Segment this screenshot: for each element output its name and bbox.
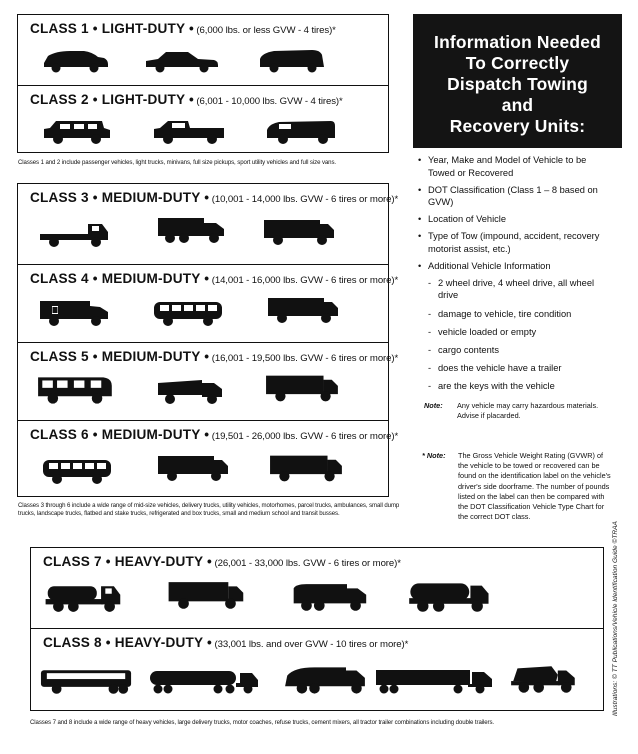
info-title-line: To Correctly bbox=[465, 53, 570, 73]
sub-list-item: - are the keys with the vehicle bbox=[428, 381, 555, 392]
class-4-small-bus bbox=[152, 299, 226, 329]
sub-list-item: - vehicle loaded or empty bbox=[428, 326, 537, 337]
class-1-panel bbox=[18, 15, 388, 85]
bullet-icon: • bbox=[418, 155, 422, 165]
heavy-duty-box bbox=[30, 547, 604, 711]
class-6-heading: CLASS 6 • MEDIUM-DUTY • (19,501 - 26,000 lbs. GVW - 6 tires or more)* bbox=[30, 427, 399, 442]
class-6-refrigerated-truck bbox=[156, 453, 232, 485]
class-8-tractor-trailer bbox=[371, 667, 499, 697]
class-2-pickup bbox=[152, 118, 228, 146]
class-7-refuse-truck bbox=[289, 582, 373, 614]
class-2-heading: CLASS 2 • LIGHT-DUTY • (6,001 - 10,000 lbs. GVW - 4 tires)* bbox=[30, 92, 343, 107]
class-2-van bbox=[265, 118, 339, 146]
sub-list-item: - does the vehicle have a trailer bbox=[428, 363, 562, 374]
class-1-minivan bbox=[256, 47, 328, 75]
bullet-icon: • bbox=[418, 261, 422, 272]
info-title-line: Information Needed bbox=[434, 32, 601, 52]
hazmat-note bbox=[424, 401, 610, 421]
list-item: • DOT Classification (Class 1 – 8 based on GVW) bbox=[418, 184, 598, 208]
class-3-delivery-truck bbox=[262, 218, 338, 248]
gvwr-note bbox=[422, 451, 612, 522]
sub-list-item: - 2 wheel drive, 4 wheel drive, all wheel drive bbox=[428, 277, 595, 301]
bullet-icon: • bbox=[418, 214, 422, 225]
sub-list-item: - damage to vehicle, tire condition bbox=[428, 308, 572, 319]
class-7-fuel-truck bbox=[405, 580, 495, 614]
class-7-heading: CLASS 7 • HEAVY-DUTY • (26,001 - 33,000 lbs. GVW - 6 tires or more)* bbox=[43, 554, 401, 569]
note-label: Note: bbox=[424, 401, 443, 410]
sub-list-item: - cargo contents bbox=[428, 344, 499, 355]
class-5-panel bbox=[18, 342, 399, 420]
class-6-school-bus bbox=[38, 457, 118, 487]
class-1-compact-car bbox=[40, 47, 112, 75]
class-4-panel bbox=[18, 264, 399, 342]
class-3-stake-truck bbox=[156, 216, 228, 246]
class-8-refuse-truck bbox=[283, 665, 367, 697]
light-duty-box bbox=[17, 14, 389, 153]
bullet-icon: • bbox=[418, 184, 422, 195]
class-4-parcel-truck bbox=[266, 295, 342, 327]
class-8-panel bbox=[31, 628, 603, 710]
class-3-heading: CLASS 3 • MEDIUM-DUTY • (10,001 - 14,000 lbs. GVW - 6 tires or more)* bbox=[30, 190, 399, 205]
class-4-heading: CLASS 4 • MEDIUM-DUTY • (14,001 - 16,000 lbs. GVW - 6 tires or more)* bbox=[30, 271, 399, 286]
class-3-panel bbox=[18, 184, 399, 264]
info-list bbox=[418, 154, 614, 398]
class-7-panel bbox=[31, 548, 603, 628]
bullet-icon: • bbox=[418, 231, 422, 242]
class-8-cement-mixer bbox=[509, 663, 579, 697]
sub-list bbox=[428, 277, 614, 393]
info-title-line: Recovery Units: bbox=[449, 116, 586, 136]
class-5-heading: CLASS 5 • MEDIUM-DUTY • (16,001 - 19,500 lbs. GVW - 6 tires or more)* bbox=[30, 349, 399, 364]
class-3-flatbed-truck bbox=[38, 220, 112, 250]
note-text: Any vehicle may carry hazardous materials. Advise if placarded. bbox=[457, 401, 599, 421]
light-duty-note: Classes 1 and 2 include passenger vehicles, light trucks, minivans, full size pickups, sport utility vehicles and full size vans. bbox=[18, 159, 337, 166]
list-item: • Year, Make and Model of Vehicle to be Towed or Recovered bbox=[418, 155, 587, 178]
list-item: • Location of Vehicle bbox=[418, 214, 507, 225]
class-5-motorhome bbox=[36, 375, 116, 407]
heavy-duty-note: Classes 7 and 8 include a wide range of heavy vehicles, large delivery trucks, motor coaches, refuse trucks, cement mixers, all tractor trailer combinations including double trailers. bbox=[30, 719, 495, 726]
star-note-text: The Gross Vehicle Weight Rating (GVWR) of the vehicle to be towed or recovered can be found on the identification label on the vehicle's driver's side doorframe. The number of pounds listed on the label can then be compared with the DOT Classification Vehicle Type Chart for the correct DOT class. bbox=[458, 451, 611, 522]
class-6-box-truck bbox=[268, 453, 346, 485]
class-1-heading: CLASS 1 • LIGHT-DUTY • (6,000 lbs. or less GVW - 4 tires)* bbox=[30, 21, 336, 36]
class-2-suv bbox=[40, 118, 114, 146]
list-item: • Additional Vehicle Information - 2 wheel drive, 4 wheel drive, all wheel drive - damage to vehicle, tire condition - vehicle loaded or empty - cargo contents - does the vehicle have a trailer - are the keys with the vehicle bbox=[418, 260, 614, 393]
class-7-tank-truck bbox=[43, 582, 125, 614]
class-4-ambulance bbox=[38, 299, 112, 329]
class-6-panel bbox=[18, 420, 399, 496]
info-title-box bbox=[413, 14, 622, 148]
info-title-line: and bbox=[501, 95, 534, 115]
star-note-label: * Note: bbox=[422, 451, 446, 460]
class-8-tanker-trailer bbox=[143, 667, 267, 697]
medium-duty-box bbox=[17, 183, 399, 497]
credit-text: Illustrations: © TT Publications/Vehicle Identification Guide ©TRAA bbox=[612, 521, 619, 716]
class-5-dump-truck bbox=[156, 377, 228, 407]
info-title-line: Dispatch Towing bbox=[447, 74, 588, 94]
class-8-heading: CLASS 8 • HEAVY-DUTY • (33,001 lbs. and over GVW - 10 tires or more)* bbox=[43, 635, 409, 650]
class-8-motor-coach bbox=[39, 667, 135, 697]
medium-duty-note: Classes 3 through 6 include a wide range of mid-size vehicles, delivery trucks, utility vehicles, motorhomes, parcel trucks, ambulances, small dump trucks, landscape trucks, flatbed and stake trucks, refrigerated and box trucks, small and medium school and transit busses. bbox=[18, 502, 400, 518]
class-2-panel bbox=[18, 85, 388, 152]
list-item: • Type of Tow (impound, accident, recovery motorist assist, etc.) bbox=[418, 231, 600, 255]
class-5-box-truck bbox=[264, 373, 342, 405]
class-1-sedan bbox=[144, 47, 222, 75]
class-7-furniture-truck bbox=[161, 580, 253, 612]
